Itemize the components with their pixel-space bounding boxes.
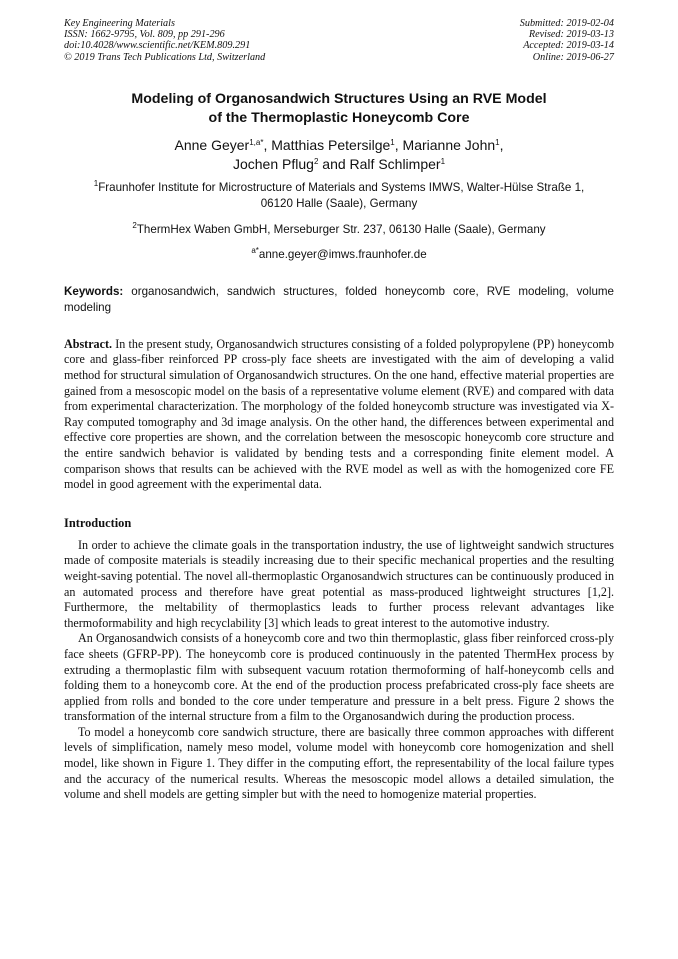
journal-copyright: © 2019 Trans Tech Publications Ltd, Switzerland [64,51,266,63]
affiliation-1 [64,180,614,212]
introduction-paragraph-2: An Organosandwich consists of a honeycomb core and two thin thermoplastic, glass fiber reinforced cross-ply face sheets (GFRP-PP). The honeycomb core is produced continuously in the patented ThermHex process by extruding a thermoplastic film with subsequent vacuum rotation thermoforming of half-honeycomb cells and folding them to a honeycomb core. At the end of the production process prefabricated cross-ply face sheets are applied from rolls and bonded to the core under temperature and pressure in a belt press. Figure 2 shows the transformation of the internal structure from a film to the Organosandwich during the production process. [64,631,614,724]
date-accepted: Accepted: 2019-03-14 [523,40,614,52]
corresponding-email [64,247,614,263]
title-line-2: of the Thermoplastic Honeycomb Core [208,109,470,126]
author-line-1: Anne Geyer$^{1,a*}$, Matthias Petersilge$^1$, Marianne John$^1$, [174,136,504,153]
journal-name: Key Engineering Materials [64,18,175,29]
date-online: Online: 2019-06-27 [532,51,614,63]
journal-issn: ISSN: 1662-9795, Vol. 809, pp 291-296 [64,29,225,41]
affiliation-2 [64,222,614,238]
author-superscript: 2 [313,156,319,166]
affiliation-superscript: 1 [93,178,99,188]
abstract [64,337,614,493]
author-superscript: 1 [495,137,500,147]
affiliation-1-line-1 [64,180,614,196]
affiliation-text: Fraunhofer Institute for Microstructure of Materials and Systems IMWS, Walter-Hülse Straße 1, [98,180,585,194]
date-submitted: Submitted: 2019-02-04 [519,18,614,29]
author-name: Matthias Petersilge [271,136,391,153]
keywords-text: organosandwich, sandwich structures, folded honeycomb core, RVE modeling, volume modeling [64,284,614,314]
journal-info [64,18,265,63]
paper-title [64,90,614,128]
section-title-introduction: Introduction [64,515,132,530]
journal-header [64,18,614,63]
author-list [64,136,614,174]
journal-doi: doi:10.4028/www.scientific.net/KEM.809.291 [64,40,251,52]
introduction-paragraph-1: In order to achieve the climate goals in the transportation industry, the use of lightweight sandwich structures made of composite materials is steadily increasing due to their specific mechanical properties and the resulting weight-saving potential. The novel all-thermoplastic Organosandwich structures can be continuously produced in an automated process and therefore have great potential as mass-produced lightweight structures [1,2]. Furthermore, the meltability of thermoplastics leads to further process relevant advantages like thermoformability and high recyclability [3] which leads to great interest to the automotive industry. [64,537,614,630]
email-superscript: a* [251,245,259,255]
keywords [64,284,614,316]
submission-dates [520,18,614,63]
affiliation-superscript: 2 [132,220,137,230]
author-superscript: 1 [390,137,395,147]
date-revised: Revised: 2019-03-13 [528,29,614,41]
title-line-1: Modeling of Organosandwich Structures Using an RVE Model [131,90,547,107]
author-conjunction: and [322,155,346,172]
author-name: Anne Geyer [174,136,250,153]
author-name: Jochen Pflug [232,155,314,172]
abstract-text: In the present study, Organosandwich structures consisting of a folded polypropylene (PP) honeycomb core and glass-fiber reinforced PP cross-ply face sheets are investigated with the aim of developing a valid method for structural simulation of Organosandwich structures. On the one hand, effective material properties are gained from a mesoscopic model on the basis of a representative volume element (RVE) and compared with data from experimental characterization. The morphology of the folded honeycomb structure was investigated via X-Ray computed tomography and 3d image analysis. On the other hand, the differences between experimental and effective core properties are shown, and the correlation between the mesoscopic honeycomb core structure and the entire sandwich behavior is validated by bending tests and a corresponding finite element model. A comparison shows that results can be achieved with the RVE model as well as with the homogenized core FE model in good agreement with the experimental data. [64,336,614,492]
email-address[interactable]: anne.geyer@imws.fraunhofer.de [258,247,427,261]
affiliation-1-line-2: 06120 Halle (Saale), Germany [260,196,418,210]
abstract-label: Abstract. [64,336,113,351]
author-name: Ralf Schlimper [349,155,441,172]
author-superscript: 1,a* [249,137,264,147]
affiliation-text: ThermHex Waben GmbH, Merseburger Str. 237, 06130 Halle (Saale), Germany [136,222,546,236]
keywords-label: Keywords: [64,284,124,298]
author-superscript: 1 [440,156,446,166]
author-line-2 [64,155,614,174]
introduction-paragraph-3: To model a honeycomb core sandwich structure, there are basically three common approaches with different levels of simplification, namely meso model, volume model with honeycomb core homogenization and shell model, like shown in Figure 1. They differ in the computing effort, the representability of the local failure types and the accuracy of the numerical results. Whereas the mesoscopic model allows a detailed simulation, the volume and shell models are getting simpler but with the need to homogenize material properties. [64,724,614,802]
author-name: Marianne John [402,136,496,153]
